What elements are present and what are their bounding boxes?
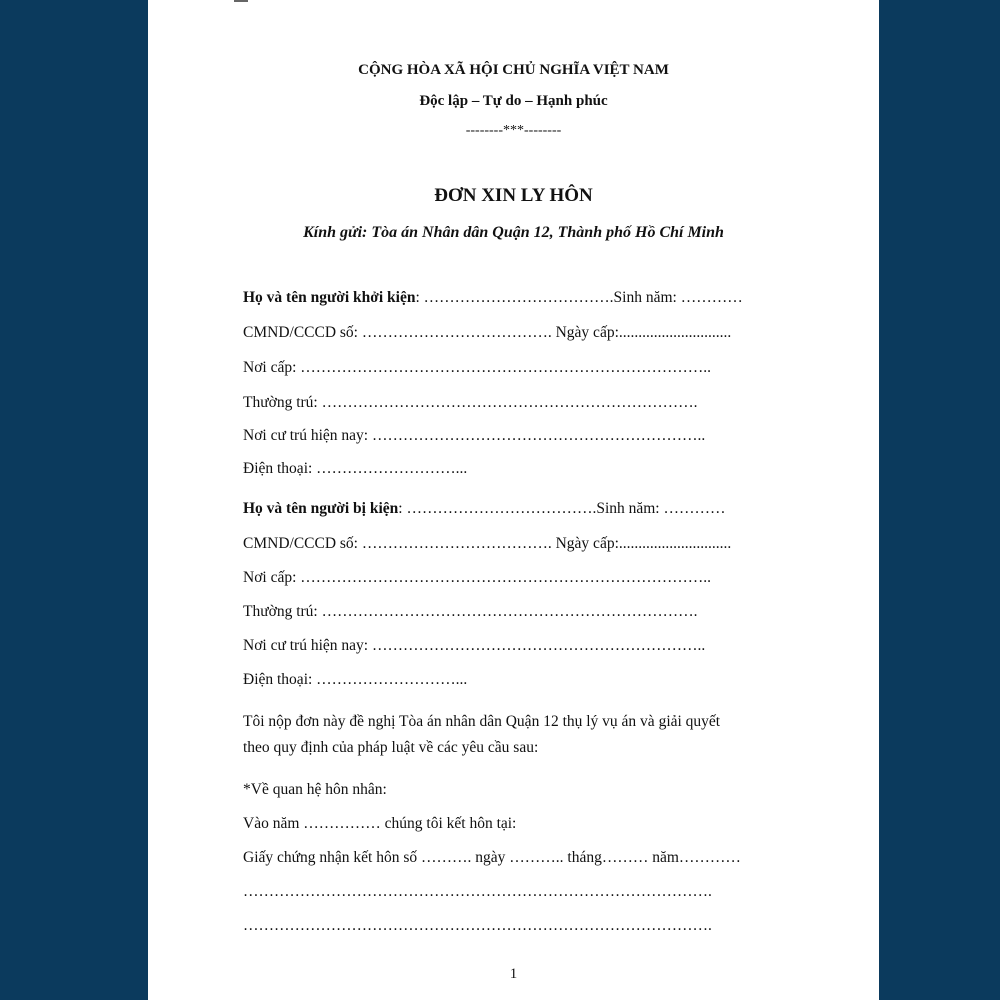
recipient-line: Kính gửi: Tòa án Nhân dân Quận 12, Thành phố Hồ Chí Minh bbox=[303, 224, 724, 241]
request-line-1: Tôi nộp đơn này đề nghị Tòa án nhân dân Quận 12 thụ lý vụ án và giải quyết bbox=[243, 713, 721, 730]
marriage-heading: *Về quan hệ hôn nhân: bbox=[243, 781, 387, 798]
defendant-name-label: Họ và tên người bị kiện bbox=[243, 500, 399, 517]
document-page bbox=[148, 0, 879, 1000]
plaintiff-name-label: Họ và tên người khởi kiện bbox=[243, 289, 416, 306]
defendant-issue-place: Nơi cấp: …………………………………………………………………….. bbox=[243, 569, 712, 586]
page-number: 1 bbox=[509, 966, 518, 982]
plaintiff-residence: Thường trú: ………………………………………………………………. bbox=[243, 394, 698, 411]
header-separator: --------***-------- bbox=[465, 123, 562, 138]
marriage-blank-line-1: ………………………………………………………………………………. bbox=[243, 883, 712, 900]
defendant-current-address: Nơi cư trú hiện nay: ……………………………………………………….. bbox=[243, 637, 706, 654]
document-title: ĐƠN XIN LY HÔN bbox=[434, 185, 593, 206]
national-motto: Độc lập – Tự do – Hạnh phúc bbox=[419, 93, 608, 109]
defendant-residence: Thường trú: ………………………………………………………………. bbox=[243, 603, 698, 620]
defendant-name-line bbox=[243, 500, 813, 518]
plaintiff-phone: Điện thoại: ………………………... bbox=[243, 460, 468, 477]
plaintiff-current-address: Nơi cư trú hiện nay: ……………………………………………………….. bbox=[243, 427, 706, 444]
marriage-blank-line-2: ………………………………………………………………………………. bbox=[243, 917, 712, 934]
plaintiff-name-line bbox=[243, 289, 813, 307]
plaintiff-name-blank: : ……………………………….Sinh năm: ………… bbox=[415, 289, 743, 306]
plaintiff-issue-place: Nơi cấp: …………………………………………………………………….. bbox=[243, 359, 712, 376]
defendant-id-line: CMND/CCCD số: ………………………………. Ngày cấp:............................. bbox=[243, 535, 732, 552]
plaintiff-id-line: CMND/CCCD số: ………………………………. Ngày cấp:............................. bbox=[243, 324, 732, 341]
marriage-certificate-line: Giấy chứng nhận kết hôn số ………. ngày ……….. tháng……… năm………… bbox=[243, 849, 741, 866]
national-title: CỘNG HÒA XÃ HỘI CHỦ NGHĨA VIỆT NAM bbox=[358, 62, 669, 78]
page-corner-mark bbox=[234, 0, 248, 2]
defendant-phone: Điện thoại: ………………………... bbox=[243, 671, 468, 688]
request-line-2: theo quy định của pháp luật về các yêu cầu sau: bbox=[243, 739, 539, 756]
marriage-year-line: Vào năm …………… chúng tôi kết hôn tại: bbox=[243, 815, 517, 832]
defendant-name-blank: : ……………………………….Sinh năm: ………… bbox=[398, 500, 726, 517]
